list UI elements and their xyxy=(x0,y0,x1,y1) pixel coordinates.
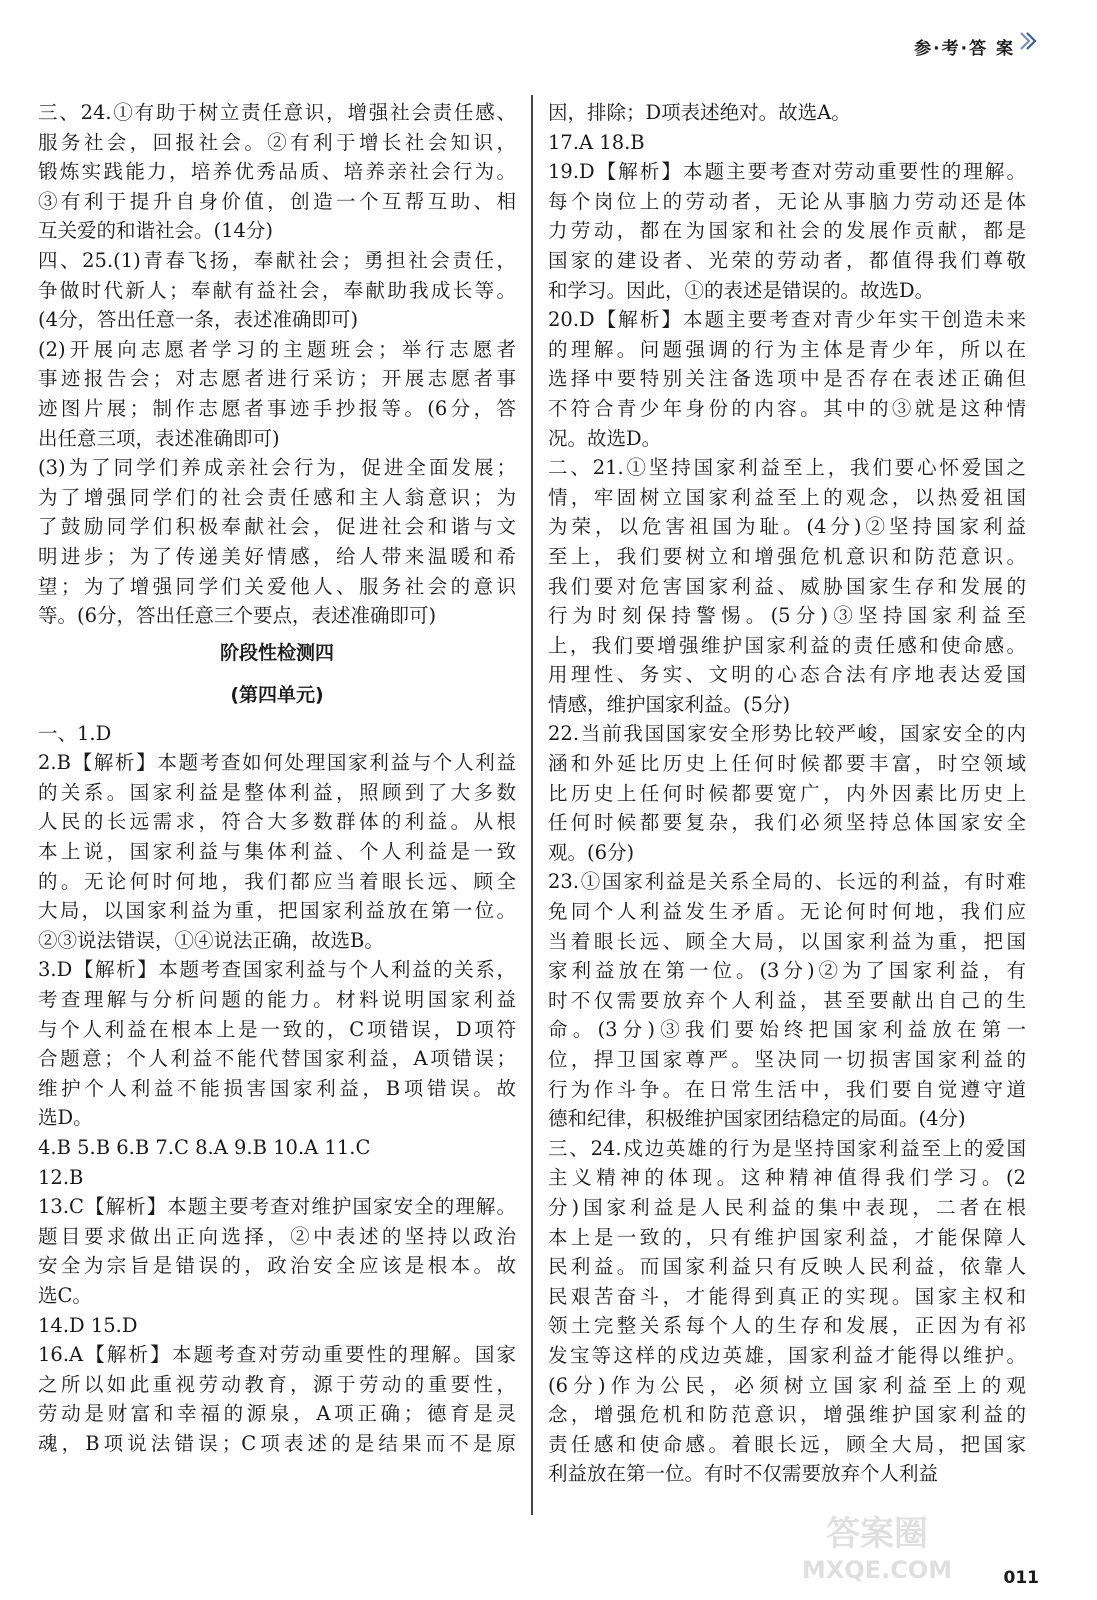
text-line: 本上说，国家利益与集体利益、个人利益是一致 xyxy=(38,840,516,864)
text-line: 劳动是财富和幸福的源泉，A项正确；德育是灵 xyxy=(38,1402,516,1426)
text-line: 念，增强危机和防范意识，增强维护国家利益的 xyxy=(548,1403,1026,1427)
text-line: 情，牢固树立国家利益至上的观念，以热爱祖国 xyxy=(548,485,1026,509)
text-line: 家利益放在第一位。(3分)②为了国家利益，有 xyxy=(548,959,1026,983)
text-line: 2.B【解析】本题考查如何处理国家利益与个人利益 xyxy=(38,751,516,775)
page-header-title: 参·考·答 案 xyxy=(914,39,1015,59)
watermark-logo xyxy=(777,1500,977,1590)
text-line: 国家的建设者、光荣的劳动者，都值得我们尊敬 xyxy=(548,248,1026,272)
text-line: 19.D【解析】本题主要考查对劳动重要性的理解。 xyxy=(548,160,1026,184)
text-line: 三、24.戍边英雄的行为是坚持国家利益至上的爱国 xyxy=(548,1136,1026,1160)
text-line: 互关爱的和谐社会。(14分) xyxy=(38,219,274,243)
text-line: 领土完整关系每个人的生存和发展，正因为有祁 xyxy=(548,1314,1026,1338)
text-line: 观。(6分) xyxy=(548,840,635,864)
text-line: 任何时候都要复杂，我们必须坚持总体国家安全 xyxy=(548,811,1026,835)
text-line: ③有利于提升自身价值，创造一个互帮互助、相 xyxy=(38,189,516,213)
text-line: 大局，以国家利益为重，把国家利益放在第一位。 xyxy=(38,899,516,923)
right-column xyxy=(548,98,1026,1489)
text-line: 本上是一致的，只有维护国家利益，才能保障人 xyxy=(548,1225,1026,1249)
text-line: 与个人利益在根本上是一致的，C项错误，D项符 xyxy=(38,1017,516,1041)
text-line: 等。(6分，答出任意三个要点，表述准确即可) xyxy=(38,604,437,628)
text-line: 12.B xyxy=(38,1165,84,1189)
text-line: 涵和外延比历史上任何时候都要丰富，时空领域 xyxy=(548,752,1026,776)
text-line: 16.A【解析】本题考查对劳动重要性的理解。国家 xyxy=(38,1343,516,1367)
text-line: 位，捍卫国家尊严。坚决同一切损害国家利益的 xyxy=(548,1048,1026,1071)
text-line: 二、21.①坚持国家利益至上，我们要心怀爱国之 xyxy=(548,456,1026,480)
text-line: 当着眼长远、顾全大局，以国家利益为重，把国 xyxy=(548,929,1026,953)
page-number: 011 xyxy=(1003,1568,1039,1588)
text-line: 魂，B项说法错误；C项表述的是结果而不是原 xyxy=(38,1431,516,1455)
text-line: 事迹报告会；对志愿者进行采访；开展志愿者事 xyxy=(38,367,516,391)
text-line: 民艰苦奋斗，才能得到真正的实现。国家主权和 xyxy=(548,1284,1026,1308)
text-line: 行为时刻保持警惕。(5分)③坚持国家利益至 xyxy=(548,604,1026,628)
text-line: 争做时代新人；奉献有益社会，奉献助我成长等。 xyxy=(38,278,516,302)
text-line: (6分)作为公民，必须树立国家利益至上的观 xyxy=(548,1373,1026,1397)
text-line: 四、25.(1)青春飞扬，奉献社会；勇担社会责任， xyxy=(38,248,516,272)
chevron-right-icon xyxy=(1017,30,1039,52)
text-line: 和学习。因此，①的表述是错误的。故选D。 xyxy=(548,278,935,302)
text-line: 行为作斗争。在日常生活中，我们要自觉遵守道 xyxy=(548,1077,1026,1101)
text-line: ②③说法错误，①④说法正确，故选B。 xyxy=(38,928,384,952)
text-line: (4分，答出任意一条，表述准确即可) xyxy=(38,308,359,332)
text-line: 免同个人利益发生矛盾。无论何时何地，我们应 xyxy=(548,900,1026,924)
text-line: 20.D【解析】本题主要考查对青少年实干创造未来 xyxy=(548,308,1026,332)
text-line: 迹图片展；制作志愿者事迹手抄报等。(6分，答 xyxy=(38,396,516,420)
text-line: 发宝等这样的戍边英雄，国家利益才能得以维护。 xyxy=(548,1343,1026,1367)
text-line: 况。故选D。 xyxy=(548,426,662,450)
text-line: 的。无论何时何地，我们都应当着眼长远、顾全 xyxy=(38,869,516,893)
text-line: 我们要对危害国家利益、威胁国家生存和发展的 xyxy=(548,574,1026,598)
column-divider xyxy=(531,95,533,1515)
text-line: 选D。 xyxy=(38,1106,93,1130)
text-line: 出任意三项，表述准确即可) xyxy=(38,426,280,450)
text-line: (3)为了同学们养成亲社会行为，促进全面发展； xyxy=(38,456,516,480)
text-line: 的理解。问题强调的行为主体是青少年，所以在 xyxy=(548,337,1026,361)
text-line: 4.B 5.B 6.B 7.C 8.A 9.B 10.A 11.C xyxy=(38,1136,371,1159)
right-answers xyxy=(548,98,1026,1489)
text-line: 人民的长远需求，符合大多数群体的利益。从根 xyxy=(38,810,516,834)
text-line: 利益放在第一位。有时不仅需要放弃个人利益 xyxy=(548,1462,939,1486)
text-line: 情感，维护国家利益。(5分) xyxy=(548,692,791,716)
text-line: 不符合青少年身份的内容。其中的③就是这种情 xyxy=(548,396,1026,420)
text-line: 合题意；个人利益不能代替国家利益，A项错误； xyxy=(38,1047,516,1071)
left-answers-part1 xyxy=(38,98,516,631)
text-line: 题目要求做出正向选择，②中表述的坚持以政治 xyxy=(38,1224,516,1248)
text-line: 用理性、务实、文明的心态合法有序地表达爱国 xyxy=(548,663,1026,687)
text-line: 3.D【解析】本题考查国家利益与个人利益的关系， xyxy=(38,958,516,982)
text-line: 13.C【解析】本题主要考查对维护国家安全的理解。 xyxy=(38,1195,516,1219)
text-line: 责任感和使命感。着眼长远，顾全大局，把国家 xyxy=(548,1432,1026,1456)
text-line: 明进步；为了传递美好情感，给人带来温暖和希 xyxy=(38,544,516,568)
text-line: 命。(3分)③我们要始终把国家利益放在第一 xyxy=(548,1018,1026,1042)
left-answers-part2 xyxy=(38,719,516,1459)
left-column xyxy=(38,98,516,1459)
text-line: 分)国家利益是人民利益的集中表现，二者在根 xyxy=(548,1195,1026,1219)
svg-text:MXQE.COM: MXQE.COM xyxy=(801,1556,953,1584)
text-line: 维护个人利益不能损害国家利益，B项错误。故 xyxy=(38,1076,516,1100)
text-line: 民利益。而国家利益只有反映人民利益，依靠人 xyxy=(548,1255,1026,1279)
text-line: 比历史上任何时候都要宽广，内外因素比历史上 xyxy=(548,781,1026,805)
text-line: 望；为了增强同学们关爱他人、服务社会的意识 xyxy=(38,574,516,598)
text-line: 安全为宗旨是错误的，政治安全应该是根本。故 xyxy=(38,1254,516,1278)
text-line: 了鼓励同学们积极奉献社会，促进社会和谐与文 xyxy=(38,515,516,539)
section-title: 阶段性检测四 xyxy=(219,641,334,664)
text-line: 选择中要特别关注备选项中是否存在表述正确但 xyxy=(548,367,1026,391)
text-line: 每个岗位上的劳动者，无论从事脑力劳动还是体 xyxy=(548,189,1026,213)
text-line: 三、24.①有助于树立责任意识，增强社会责任感、 xyxy=(38,101,516,124)
text-line: 一、1.D xyxy=(38,721,112,745)
text-line: 选C。 xyxy=(38,1283,92,1307)
section-subtitle: (第四单元) xyxy=(230,683,324,706)
text-line: 力劳动，都在为国家和社会的发展作贡献，都是 xyxy=(548,219,1026,243)
text-line: 锻炼实践能力，培养优秀品质、培养亲社会行为。 xyxy=(38,160,516,184)
text-line: 时不仅需要放弃个人利益，甚至要献出自己的生 xyxy=(548,988,1026,1012)
text-line: 德和纪律，积极维护国家团结稳定的局面。(4分) xyxy=(548,1107,966,1131)
text-line: 因，排除；D项表述绝对。故选A。 xyxy=(548,101,851,124)
svg-text:答案圈: 答案圈 xyxy=(826,1514,928,1554)
text-line: 的关系。国家利益是整体利益，照顾到了大多数 xyxy=(38,780,516,804)
text-line: (2)开展向志愿者学习的主题班会；举行志愿者 xyxy=(38,337,516,361)
text-line: 服务社会，回报社会。②有利于增长社会知识， xyxy=(38,130,516,154)
text-line: 为了增强同学们的社会责任感和主人翁意识；为 xyxy=(38,485,516,509)
text-line: 14.D 15.D xyxy=(38,1313,138,1337)
text-line: 之所以如此重视劳动教育，源于劳动的重要性， xyxy=(38,1372,516,1396)
text-line: 22.当前我国国家安全形势比较严峻，国家安全的内 xyxy=(548,722,1026,746)
text-line: 考查理解与分析问题的能力。材料说明国家利益 xyxy=(38,988,516,1012)
text-line: 23.①国家利益是关系全局的、长远的利益，有时难 xyxy=(548,870,1026,894)
text-line: 主义精神的体现。这种精神值得我们学习。(2 xyxy=(548,1166,1026,1190)
text-line: 为荣，以危害祖国为耻。(4分)②坚持国家利益 xyxy=(548,515,1026,539)
text-line: 上，我们要增强维护国家利益的责任感和使命感。 xyxy=(548,633,1026,657)
text-line: 17.A 18.B xyxy=(548,130,645,154)
text-line: 至上，我们要树立和增强危机意识和防范意识。 xyxy=(548,544,1026,568)
